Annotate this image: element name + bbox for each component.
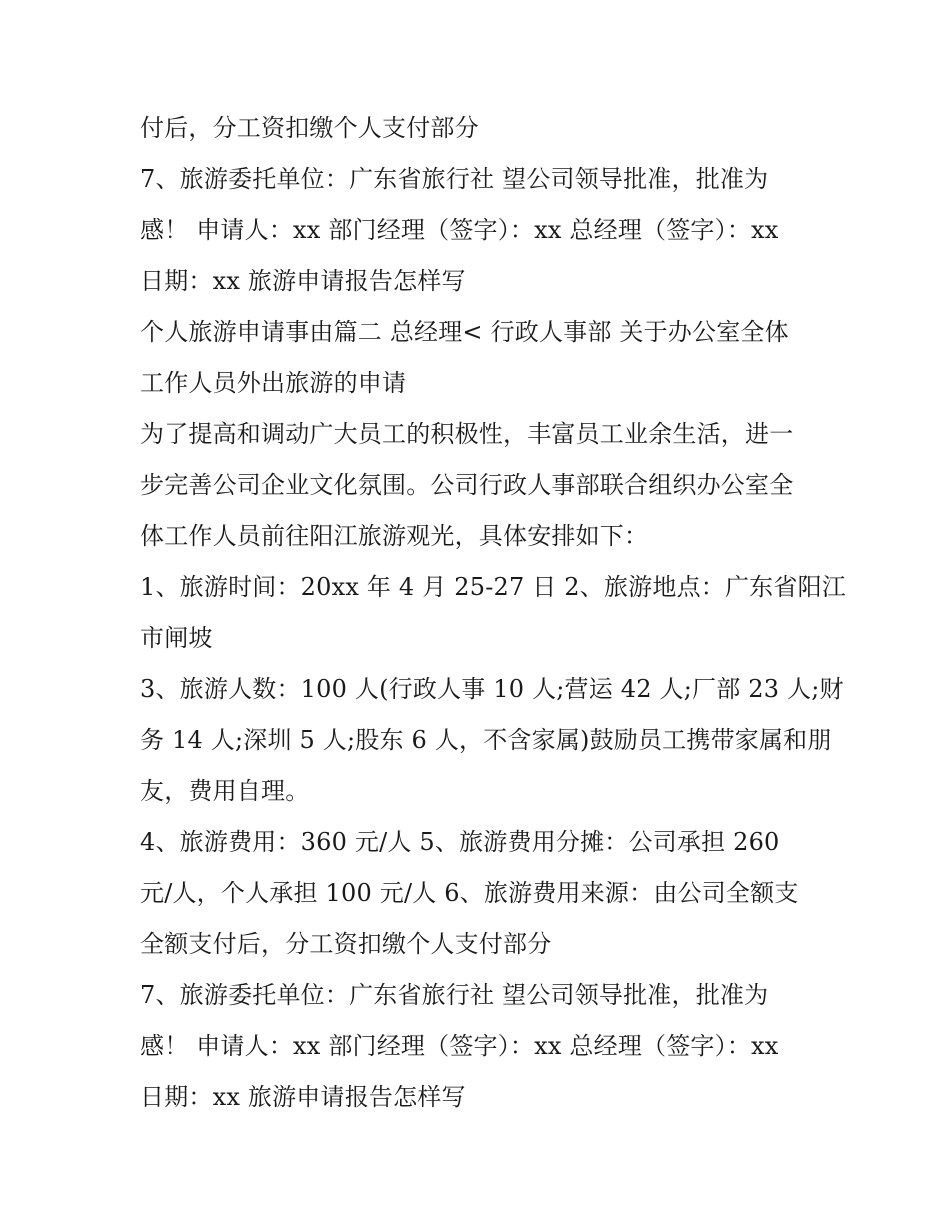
text-line: 付后，分工资扣缴个人支付部分 [140,114,479,142]
text-line: 元/人，个人承担 100 元/人 6、旅游费用来源：由公司全额支 [140,879,799,907]
text-line: 4、旅游费用：360 元/人 5、旅游费用分摊：公司承担 260 [140,828,780,856]
text-line: 步完善公司企业文化氛围。公司行政人事部联合组织办公室全 [140,471,794,499]
text-line: 感！ 申请人：xx 部门经理（签字）：xx 总经理（签字）：xx [140,1032,779,1060]
text-line: 为了提高和调动广大员工的积极性，丰富员工业余生活，进一 [140,420,794,448]
text-line: 体工作人员前往阳江旅游观光，具体安排如下： [140,522,649,550]
text-line: 3、旅游人数：100 人(行政人事 10 人;营运 42 人;厂部 23 人;财 [140,675,844,703]
text-line: 7、旅游委托单位：广东省旅行社 望公司领导批准，批准为 [140,165,769,193]
text-line: 友，费用自理。 [140,777,310,805]
text-line: 日期：xx 旅游申请报告怎样写 [140,267,466,295]
text-line: 市闸坡 [140,624,213,652]
text-line: 1、旅游时间：20xx 年 4 月 25-27 日 2、旅游地点：广东省阳江 [140,573,846,601]
text-line: 感！ 申请人：xx 部门经理（签字）：xx 总经理（签字）：xx [140,216,779,244]
text-line: 个人旅游申请事由篇二 总经理< 行政人事部 关于办公室全体 [140,318,789,346]
text-line: 日期：xx 旅游申请报告怎样写 [140,1083,466,1111]
text-line: 全额支付后，分工资扣缴个人支付部分 [140,930,552,958]
text-line: 工作人员外出旅游的申请 [140,369,407,397]
text-line: 7、旅游委托单位：广东省旅行社 望公司领导批准，批准为 [140,981,769,1009]
document-body [140,103,846,1123]
text-line: 务 14 人;深圳 5 人;股东 6 人，不含家属)鼓励员工携带家属和朋 [140,726,832,754]
